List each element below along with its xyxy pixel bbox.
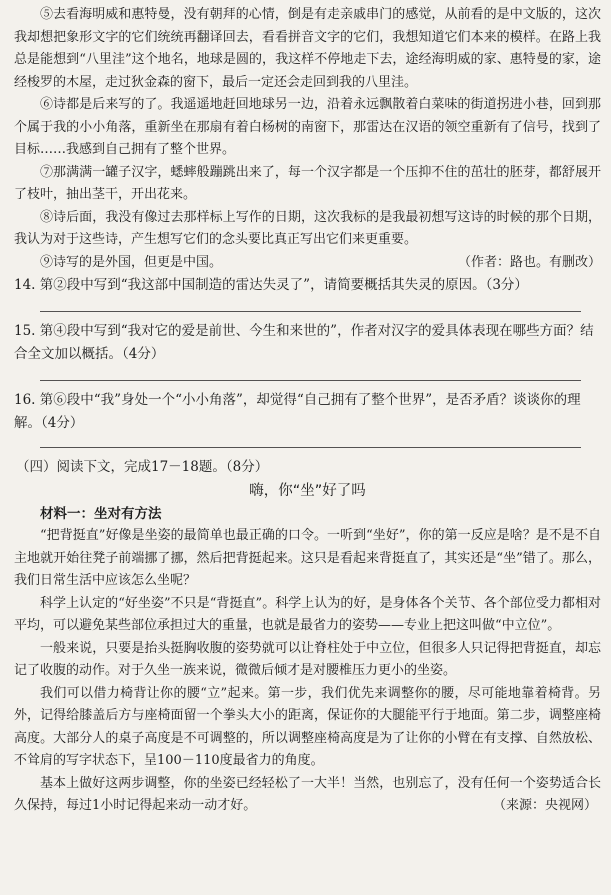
question-16: 16. 第⑥段中“我”身处一个“小小角落”，却觉得“自己拥有了整个世界”，是否矛盾？谈谈你的理解。（4分）	[14, 392, 581, 431]
article-title: 嗨，你“坐”好了吗	[249, 483, 366, 499]
passage-paragraph-8: ⑧诗后面，我没有像过去那样标上写作的日期，这次我标的是我最初想写这诗的时候的那个日期，我认为对于这些诗，产生想写它们的念头要比真正写出它们来更重要。	[14, 209, 601, 247]
article-paragraph-4: 我们可以借力椅背让你的腰“立”起来。第一步，我们优先来调整你的腰，尽可能地靠着椅背。另外，记得给膝盖后方与座椅面留一个拳头大小的距离，保证你的大腿能平行于地面。第二步，调整座椅高度。大部分人的桌子高度是不可调整的，所以调整座椅高度是为了让你的小臂在有支撑、自然放松、不耸肩的写字状态下，呈100－110度最省力的角度。	[14, 685, 601, 768]
article-paragraph-2: 科学上认定的“好坐姿”不只是“背挺直”。科学上认为的好，是身体各个关节、各个部位受力都相对平均，可以避免某些部位承担过大的重量，也就是最省力的姿势——专业上把这叫做“中立位”。	[14, 595, 601, 633]
article-paragraph-3: 一般来说，只要是抬头挺胸收腹的姿势就可以让脊柱处于中立位，但很多人只记得把背挺直，却忘记了收腹的动作。对于久坐一族来说，微微后倾才是对腰椎压力更小的坐姿。	[14, 640, 601, 678]
article-paragraph-1: “把背挺直”好像是坐姿的最简单也最正确的口令。一听到“坐好”，你的第一反应是啥？是不是不自主地就开始往凳子前端挪了挪，然后把背挺起来。这只是看起来背挺直了，其实还是“坐”错了。那么，我们日常生活中应该怎么坐呢？	[14, 528, 601, 588]
passage-paragraph-6: ⑥诗都是后来写的了。我遥遥地赶回地球另一边，沿着永远飘散着白菜味的街道拐进小巷，回到那个属于我的小小角落，重新坐在那扇有着白杨树的南窗下，那雷达在汉语的领空重新有了信号，找到了目标……我感到自己拥有了整个世界。	[14, 97, 601, 157]
answer-line-14[interactable]	[40, 311, 581, 312]
passage-paragraph-9-row	[14, 252, 601, 275]
answer-line-16[interactable]	[40, 447, 581, 448]
material-1-heading: 材料一：坐对有方法	[40, 506, 162, 522]
passage-paragraph-9: ⑨诗写的是外国，但更是中国。	[40, 254, 223, 270]
author-credit: （作者：路也。有删改）	[457, 254, 601, 270]
passage-paragraph-5: ⑤去看海明威和惠特曼，没有朝拜的心情，倒是有走亲戚串门的感觉，从前看的是中文版的，这次我却想把象形文字的它们统统再翻译回去，看看拼音文字的它们，我想知道它们本来的模样。在路上我总是能想到“八里洼”这个地名，地球是圆的，我这样不停地走下去，途经海明威的家、惠特曼的家，途经梭罗的木屋，走过狄金森的窗下，最后一定还会走回到我的八里洼。	[14, 7, 601, 90]
passage-paragraph-7: ⑦那满满一罐子汉字，蟋蟀般蹦跳出来了，每一个汉字都是一个压抑不住的茁壮的胚芽，都舒展开了枝叶，抽出茎干，开出花来。	[14, 164, 601, 202]
article-paragraph-5: 基本上做好这两步调整，你的坐姿已经轻松了一大半！当然，也别忘了，没有任何一个姿势适合长久保持，每过1小时记得起来动一动才好。	[14, 775, 601, 813]
source-credit: （来源：央视网）	[492, 798, 597, 813]
section-4-heading: （四）阅读下文，完成17－18题。（8分）	[16, 459, 269, 475]
question-15: 15. 第④段中写到“我对它的爱是前世、今生和来世的”，作者对汉字的爱具体表现在哪些方面？结合全文加以概括。（4分）	[14, 323, 594, 362]
answer-line-15[interactable]	[40, 380, 581, 381]
question-14: 14. 第②段中写到“我这部中国制造的雷达失灵了”，请简要概括其失灵的原因。（3分）	[14, 277, 528, 293]
article-paragraph-5-row	[14, 773, 601, 818]
